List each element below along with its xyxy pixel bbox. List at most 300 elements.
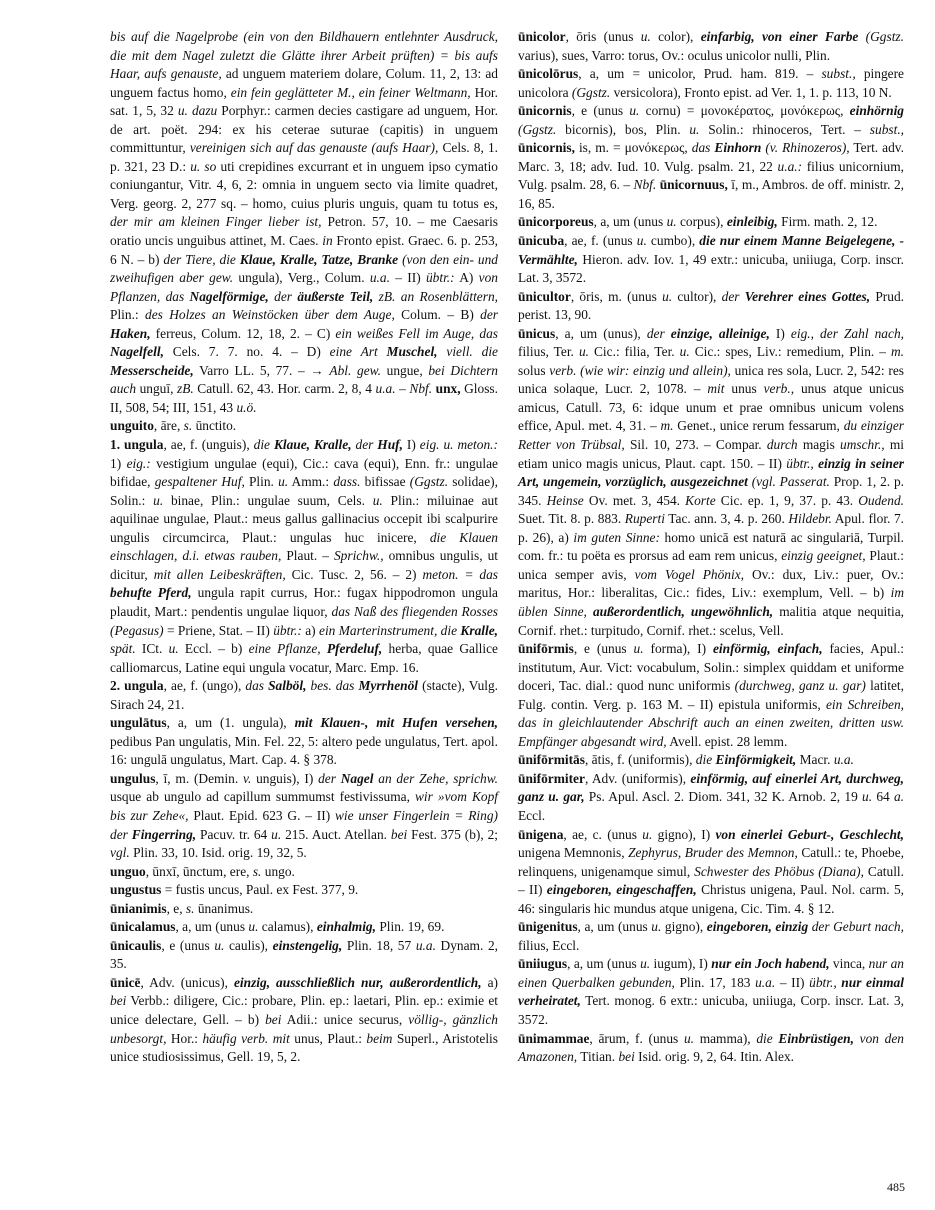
entry-text: Plaut. – (281, 548, 334, 564)
entry-text: uti crepidines excurrant et in unguem ipso cymatio coniungantur, Vitr. 4, 6, 2: omnia in unguem secto via limite quadret, Verg. georg. 2, 277 sq. – homo, cuius pluris unguis, quam tu totus es, (110, 158, 498, 211)
entry-gloss: übtr., (809, 974, 837, 990)
entry-text: , ī, m. (Demin. (155, 770, 243, 786)
entry-headword-or-gloss: ungustus (110, 882, 162, 898)
entry-text-bold-italic: nur ein Joch habend, (711, 956, 830, 972)
entry-text-bold-italic: Fingerring, (131, 826, 197, 842)
entry-text: Dynam. 2, 35. (110, 937, 498, 972)
entry-text: Eccl. (518, 807, 546, 823)
entry-gloss: die (253, 437, 274, 453)
entry-gloss: ein fein geglätteter M., ein feiner Weltmann, (230, 84, 471, 100)
entry-gloss: a. (893, 789, 905, 805)
entry-text: mi etiam unico magis unicus, Plaut. capt. 150. – II) (518, 437, 904, 471)
entry-text: homo unicā est naturā ac singulariā, Turpil. com. fr.: tu poëta es prorsus ad eam rem unicus, (518, 529, 905, 564)
dictionary-entry (518, 918, 904, 955)
entry-headword-or-gloss: ūnigenitus (518, 919, 578, 935)
entry-gloss: an der Zehe, sprichw. (373, 770, 498, 786)
entry-text: ungue, (380, 362, 429, 378)
entry-gloss: subst., (869, 121, 905, 137)
entry-gloss: der (268, 288, 298, 304)
entry-text-bold-italic: einförmig, auf einerlei Art, durchweg, ganz u. gar, (518, 770, 904, 805)
entry-gloss: ein Schreiben, das in gleichlautender Abschrift auch an einen zweiten, dritten usw. Empfänger abgesandt wird, (518, 696, 904, 749)
dictionary-entry (110, 918, 498, 937)
entry-gloss: der (646, 325, 671, 341)
entry-text-bold-italic: Nagelfell, (110, 344, 164, 360)
entry-text: , e (unus (573, 641, 634, 657)
entry-text: , a, um (unus (175, 919, 249, 935)
entry-gloss: (Ggstz. (518, 121, 557, 137)
entry-gloss: bei (110, 993, 127, 1009)
entry-headword-or-gloss (778, 1031, 854, 1046)
entry-text: , ātis, f. (uniformis), (584, 752, 696, 768)
entry-headword-or-gloss (234, 975, 482, 990)
entry-headword-or-gloss: ūnicē (110, 974, 141, 990)
entry-text: filius unicornium, Vulg. psalm. 28, 6. – (518, 158, 904, 193)
entry-headword-or-gloss (711, 956, 829, 971)
entry-text-bold-italic: behufte Pferd, (110, 585, 192, 601)
entry-headword-or-gloss: unguito (110, 418, 154, 434)
entry-headword-or-gloss: ungulātus (110, 715, 167, 731)
entry-gloss: bei Dichtern auch (110, 362, 498, 397)
entry-gloss: zB. (176, 381, 194, 397)
entry-gloss: Zephyrus, Bruder des Memnon, (628, 845, 798, 861)
entry-headword-or-gloss (317, 919, 376, 934)
entry-headword-or-gloss: ūnicus (518, 325, 556, 341)
entry-text-bold-italic: eingeboren, eingeschaffen, (546, 882, 697, 898)
entry-gloss: des Holzes an Weinstöcken über dem Auge, (145, 307, 395, 323)
entry-gloss: u. (642, 826, 653, 842)
entry-gloss: das Naß des fliegenden Rosses (Pegasus) (110, 603, 499, 638)
entry-text: Cic. ep. 1, 9, 37. p. 43. (715, 492, 859, 508)
entry-text: ad unguem materiem dolare, Colum. 11, 2, 13: ad unguem factus homo, (110, 66, 498, 100)
entry-gloss: u.ö. (236, 399, 257, 415)
entry-text: mamma), (694, 1030, 757, 1046)
entry-text: Hor.: (166, 1030, 203, 1046)
entry-text: forma), I) (643, 641, 713, 657)
entry-text: , ārum, f. (unus (589, 1030, 684, 1046)
dictionary-entry (518, 213, 904, 232)
entry-headword-or-gloss: ūnicornuus, (656, 177, 728, 193)
entry-gloss: Abl. gew. (329, 362, 381, 378)
entry-gloss: u. dazu (177, 103, 218, 119)
entry-gloss: u. (651, 919, 662, 935)
entry-text: , a, um (unus (593, 214, 667, 230)
entry-text: unus (724, 381, 764, 397)
entry-text: herba, quae Gallice calliomarcus, Latine equi ungula vocatur, Marc. Emp. 16. (110, 641, 499, 675)
entry-gloss: die Klauen einschlagen, d.i. etwas rauben, (110, 529, 498, 564)
entry-text: Cic.: filia, Ter. (588, 344, 680, 360)
entry-text: cornu) = μονοκέρατος, μονόκερως, (639, 103, 850, 119)
entry-headword-or-gloss: ūnigena (518, 826, 564, 842)
entry-text: Cels. 8, 1. p. 321, 23 D.: (110, 140, 498, 174)
entry-gloss: u. (153, 492, 164, 508)
dictionary-entry (518, 1030, 904, 1067)
entry-text: Apul. flor. 7. p. 26), a) (518, 511, 904, 545)
entry-text-bold-italic: Messerscheide, (110, 362, 194, 378)
entry-text: Ov. met. 3, 454. (583, 492, 686, 508)
entry-gloss: u. so (190, 158, 217, 174)
entry-gloss: u. (679, 344, 690, 360)
entry-text: Tert. monog. 6 extr.: unicuba, uniiuga, Corp. inscr. Lat. 3, 3572. (518, 993, 904, 1027)
entry-headword-or-gloss (715, 827, 904, 842)
entry-headword-or-gloss (110, 326, 151, 341)
entry-gloss: die (695, 752, 716, 768)
entry-text: bicornis), bos, Plin. (556, 121, 690, 137)
entry-text: Plin. (244, 474, 279, 490)
entry-headword-or-gloss: ungulus (110, 770, 156, 786)
entry-text: iugum), I) (650, 956, 712, 972)
entry-gloss: u. (636, 233, 647, 249)
entry-gloss: das (245, 678, 269, 694)
entry-gloss: spät. (110, 641, 136, 657)
entry-text: Plin.: (110, 307, 146, 323)
entry-gloss: u. (629, 103, 640, 119)
entry-text-bold-italic: die nur einem Manne Beigelegene, -Vermählte, (518, 233, 904, 267)
entry-text: a) (301, 622, 319, 638)
entry-gloss: umschr., (840, 437, 885, 453)
dictionary-entry (110, 937, 498, 974)
entry-text: Plin. 19, 69. (375, 919, 445, 935)
dictionary-entry (518, 28, 904, 65)
entry-text: Eccl. – b) (178, 641, 249, 657)
entry-gloss: m. (660, 418, 674, 434)
entry-headword-or-gloss: ūnifōrmis (518, 641, 574, 657)
entry-text: Solin.: rhinoceros, Tert. – (699, 121, 870, 137)
entry-headword-or-gloss: ūniiugus (518, 956, 568, 972)
entry-gloss: u. (640, 956, 651, 972)
entry-text: calamus), (258, 919, 317, 935)
entry-text: unguis), I) (251, 770, 319, 786)
entry-text: Pacuv. tr. 64 (196, 826, 272, 842)
entry-headword-or-gloss: ūnicornis, (518, 140, 575, 156)
entry-headword-or-gloss: ūnicaulis (110, 937, 162, 953)
entry-text: vestigium ungulae (equi), Cic.: cava (equi), Enn. fr.: ungulae bifidae, (110, 455, 498, 490)
entry-headword-or-gloss (190, 289, 269, 304)
dictionary-entry (518, 65, 904, 102)
entry-headword-or-gloss (713, 641, 823, 656)
entry-text: 1) (110, 455, 127, 471)
entry-headword-or-gloss: unx, (432, 381, 461, 397)
entry-text: malitia atque nequitia, Cornif. rhet.: turpitudo, Cornif. rhet.: scelus, Vell. (518, 603, 904, 638)
entry-text: , a, um (unus), (555, 325, 647, 341)
entry-gloss: vom Vogel Phönix, (634, 566, 744, 582)
entry-text: gigno), I) (652, 826, 716, 842)
entry-text-bold-italic: Myrrhenöl (358, 678, 419, 694)
entry-text-bold-italic: mit Klauen-, mit Hufen versehen, (294, 715, 498, 731)
entry-text: , ae, f. (unus (564, 233, 637, 249)
entry-gloss: m. (890, 344, 904, 360)
entry-text: – II) (389, 270, 426, 286)
entry-text: ungo. (261, 863, 295, 879)
dictionary-entry (110, 863, 498, 882)
entry-text: Sil. 10, 273. – Compar. (624, 437, 767, 453)
entry-headword-or-gloss (701, 29, 859, 44)
entry-gloss: beim (366, 1030, 393, 1046)
entry-text-bold-italic: einfarbig, von einer Farbe (700, 29, 859, 44)
entry-headword-or-gloss: ūnicornis (518, 103, 572, 119)
entry-gloss: verb. (wie wir: einzig und allein), (549, 362, 731, 378)
entry-gloss: nur an einen Querbalken gebunden, (518, 956, 904, 990)
entry-gloss: völlig-, gänzlich unbesorgt, (110, 1011, 498, 1046)
left-column (110, 28, 498, 1067)
dictionary-entry (110, 974, 498, 1067)
entry-text: binae, Plin.: ungulae suum, Cels. (163, 492, 373, 508)
entry-text: Tert. adv. Marc. 3, 18; adv. Iud. 10. Vulg. psalm. 21, 22 (518, 140, 904, 174)
entry-headword-or-gloss (268, 678, 306, 693)
entry-text: Cic. Tusc. 2, 56. – 2) (285, 566, 423, 582)
entry-gloss: u. (271, 826, 282, 842)
entry-gloss: u. (248, 919, 259, 935)
entry-gloss: (Ggstz. (571, 84, 611, 100)
entry-gloss: viell. die (437, 344, 498, 360)
entry-headword-or-gloss: ūnicuba (518, 233, 565, 249)
entry-gloss: (durchweg, ganz u. gar) (734, 678, 866, 694)
entry-text: Suet. Tit. 8. p. 883. (518, 511, 625, 527)
entry-headword-or-gloss (110, 363, 194, 378)
entry-gloss: vereinigen sich auf das genauste (aufs Haar), (189, 140, 439, 156)
entry-text-bold-italic: äußerste Teil, (297, 288, 374, 304)
entry-gloss: zB. an Rosenblättern, (373, 288, 498, 304)
entry-headword-or-gloss (671, 326, 770, 341)
entry-headword-or-gloss (377, 437, 403, 452)
entry-text: Plin. 18, 57 (342, 937, 416, 953)
entry-gloss: u. (662, 288, 673, 304)
entry-text: pedibus Pan ungulatis, Min. Fel. 22, 5: altero pede ungulatus, Tert. apol. 16: ungulā ungulatus, Mart. Cap. 4. § 378. (110, 733, 498, 768)
entry-text: , e, (166, 900, 186, 916)
entry-headword-or-gloss: ūnianimis (110, 900, 167, 916)
entry-headword-or-gloss (716, 752, 797, 767)
entry-headword-or-gloss (341, 771, 374, 786)
dictionary-entry (518, 102, 904, 213)
entry-text: , ōris, m. (unus (570, 288, 663, 304)
entry-text-bold-italic: von einerlei Geburt-, Geschlecht, (715, 826, 904, 842)
entry-text: – (395, 381, 410, 397)
entry-text: , a, um (1. ungula), (166, 715, 295, 731)
entry-headword-or-gloss (714, 140, 761, 155)
entry-text: is, m. = μονόκερως, (574, 140, 692, 156)
entry-gloss: Oudend. (858, 492, 904, 508)
dictionary-entry (110, 677, 498, 714)
entry-gloss: subst., (821, 66, 856, 82)
entry-text: Genet., unice rerum fessarum, (673, 418, 844, 434)
entry-text: magis (797, 437, 841, 453)
entry-gloss: Nbf. (409, 381, 433, 397)
entry-text: 64 (872, 789, 894, 805)
entry-headword-or-gloss (240, 252, 398, 267)
entry-text: filius, Ter. (518, 344, 579, 360)
entry-text: Petron. 57, 10. – me Caesaris oratio uncis unguibus attinet, M. Caes. (110, 214, 498, 249)
entry-gloss: u.a.: (777, 158, 803, 174)
entry-text: a) (481, 974, 498, 990)
entry-text: Ps. Apul. Ascl. 2. Diom. 341, 32 K. Arnob. 2, 19 (584, 789, 863, 805)
entry-text-bold-italic: Pferdeluf, (326, 641, 383, 657)
entry-gloss: wie unser Fingerlein = Ring) der (110, 807, 498, 842)
entry-text: latitet, Fulg. contin. Verg. p. 163 M. – II) epistula uniformis, (518, 678, 904, 712)
entry-gloss: u.a. (755, 974, 776, 990)
entry-text: ICt. (135, 641, 169, 657)
entry-text: , e (unus (161, 937, 215, 953)
entry-text-bold-italic: einleibig, (726, 214, 778, 230)
entry-text-bold-italic: Kralle, (460, 622, 498, 638)
entry-gloss: eine Pflanze, (248, 641, 327, 657)
entry-headword-or-gloss (387, 344, 438, 359)
entry-text: gigno), (661, 919, 707, 935)
entry-headword-or-gloss: ūnimammae (518, 1030, 590, 1046)
entry-text-bold-italic: einzige, alleinige, (670, 325, 770, 341)
entry-gloss: u. (168, 641, 179, 657)
entry-text: solus (518, 362, 550, 378)
entry-gloss: (Ggstz. (409, 474, 449, 490)
entry-gloss: u. (633, 641, 644, 657)
entry-headword-or-gloss (727, 214, 778, 229)
entry-gloss: der (318, 770, 341, 786)
dictionary-entry (110, 900, 498, 919)
entry-headword-or-gloss: ūnicolōrus (518, 66, 579, 82)
entry-text: ūnanimus. (194, 900, 254, 916)
entry-text: pingere unicolora (518, 66, 904, 100)
entry-text: Ov.: dux, Liv.: puer, Ov.: maritus, Hor.: liberalitas, Cic.: fides, Liv.: exemplum, Vell. – b) (518, 566, 904, 601)
entry-text-bold-italic: Klaue, Kralle, Tatze, Branke (239, 251, 399, 267)
entry-headword-or-gloss (274, 437, 352, 452)
entry-gloss: eig., der Zahl nach, (790, 325, 904, 341)
entry-gloss: ein weißes Fell im Auge, das (335, 325, 498, 341)
dictionary-entry (110, 436, 498, 677)
entry-headword-or-gloss (745, 289, 870, 304)
entry-headword-or-gloss: ūnicultor (518, 288, 571, 304)
entry-text-bold-italic: Einförmigkeit, (715, 752, 797, 768)
entry-gloss: bes. das (306, 678, 359, 694)
entry-text: caulis), (224, 937, 273, 953)
entry-headword-or-gloss: ūnifōrmitās (518, 752, 585, 768)
entry-text-bold-italic: Haken, (110, 325, 151, 341)
entry-text: facies, Apul.: institutum, Aur. Vict: vocabulum, Solin.: simplex quiddam et uniforme doceri, Tac. dial.: quod nunc uniformis (518, 641, 905, 694)
entry-headword-or-gloss (460, 623, 498, 638)
entry-gloss: mit (707, 381, 725, 397)
entry-headword-or-gloss (110, 585, 192, 600)
entry-text: = fustis uncus, Paul. ex Fest. 377, 9. (161, 882, 359, 898)
dictionary-entry (110, 714, 498, 770)
entry-headword-or-gloss: ūnifōrmiter (518, 770, 585, 786)
entry-gloss: übtr.: (273, 622, 302, 638)
entry-text: Porphyr.: carmen decies castigare ad unguem, Hor. de art. poët. 294: ex his ceterae suturae (capitis) in unguem committuntur, (110, 103, 498, 156)
entry-text: Superl., Aristotelis unice studiosissimus, Gell. 19, 5, 2. (110, 1030, 498, 1065)
entry-gloss: gespaltener Huf, (154, 474, 245, 490)
entry-gloss: du einziger Retter von Trübsal, (518, 418, 904, 453)
entry-gloss: bis auf die Nagelprobe (ein von den Bildhauern entlehnter Ausdruck, die mit dem Nagel zuletzt die Glätte ihrer Arbeit prüften) = bis aufs Haar, aufs genauste, (110, 29, 498, 82)
entry-text: Cic.: spes, Liv.: remedium, Plin. – (689, 344, 891, 360)
entry-text: unica res sola, Lucr. 2, 542: res unica solaque, Lucr. 2, 1078. – (518, 362, 904, 397)
entry-text: unus atque unicus amicus, Catull. 73, 6: idque unum et prae omnibus unicum volens effice, Apul. met. 4, 31. – (518, 381, 904, 434)
dictionary-entry (110, 28, 498, 417)
dictionary-entry (518, 955, 904, 1029)
entry-text: Plin. 33, 10. Isid. orig. 19, 32, 5. (129, 845, 307, 861)
entry-gloss: u. (689, 121, 700, 137)
entry-gloss: Hildebr. (788, 511, 832, 527)
entry-headword-or-gloss (295, 715, 498, 730)
entry-text: , a, um (unus (567, 956, 641, 972)
entry-gloss: u. (578, 344, 589, 360)
entry-text: , ae, f. (unguis), (163, 437, 254, 453)
entry-gloss: bei (265, 1011, 282, 1027)
entry-text: ungula), Verg., Colum. (233, 270, 370, 286)
entry-text: cultor), (672, 288, 722, 304)
entry-text: Gloss. II, 508, 54; III, 151, 43 (110, 381, 498, 415)
entry-gloss: bei (618, 1049, 635, 1065)
entry-text: unguī, (136, 381, 177, 397)
entry-headword-or-gloss: ūnicolor (518, 29, 566, 44)
entry-text: ī, m., Ambros. de off. ministr. 2, 16, 85. (518, 177, 904, 211)
entry-text: cumbo), (646, 233, 700, 249)
entry-gloss: u.a. (375, 381, 396, 397)
entry-text: Avell. epist. 28 lemm. (666, 733, 788, 749)
entry-text: solidae), Solin.: (110, 474, 498, 508)
entry-headword-or-gloss (297, 289, 373, 304)
entry-text: usque ab ungulo ad capillum summumst festivissuma, (110, 789, 415, 805)
entry-text: , Adv. (unicus), (140, 974, 234, 990)
entry-gloss: übtr.: (425, 270, 455, 286)
entry-gloss: eig. u. meton.: (419, 437, 498, 453)
entry-headword-or-gloss (707, 919, 808, 934)
entry-text: Colum. – B) (394, 307, 481, 323)
entry-gloss: im üblen Sinne, (518, 585, 904, 619)
entry-text: ferreus, Colum. 12, 18, 2. – C) (150, 325, 336, 341)
entry-text: varius), sues, Varro: torus, Ov.: oculus unicolor nulli, Plin. (518, 47, 831, 63)
entry-text: , ūnxī, ūnctum, ere, (145, 863, 253, 879)
entry-gloss: s. (183, 418, 193, 434)
entry-text: , a, um (unus (577, 919, 652, 935)
dictionary-entry (518, 232, 904, 288)
dictionary-entry (518, 288, 904, 325)
entry-text: , ae, f. (ungo), (163, 678, 246, 694)
entry-gloss: u. (640, 29, 651, 44)
right-column (518, 28, 904, 1067)
entry-text-bold-italic: einförmig, einfach, (712, 641, 823, 657)
entry-text-bold-italic: Muschel, (386, 344, 438, 360)
entry-gloss: der (480, 307, 498, 323)
entry-headword-or-gloss (850, 103, 904, 118)
entry-text: = Priene, Stat. – II) (163, 622, 274, 638)
entry-gloss: s. (185, 900, 195, 916)
entry-gloss: u. (666, 214, 677, 230)
entry-text: Hor. sat. 1, 5, 32 (110, 84, 499, 119)
entry-gloss: das (691, 140, 715, 156)
entry-gloss: dass. (333, 474, 361, 490)
entry-gloss: u.a. (369, 270, 390, 286)
entry-headword-or-gloss: ūnicorporeus (518, 214, 594, 230)
entry-text: Christus unigena, Paul. Nol. carm. 5, 46: singularis hic mundus atque unigena, Cic. Tim. 4. § 12. (518, 882, 904, 916)
entry-gloss: (von den ein- und zweihufigen aber gew. (110, 251, 498, 286)
entry-text: Catull.: te, Phoebe, relinquens, unigenamque simul, (518, 845, 904, 879)
entry-gloss: übtr., (786, 455, 814, 471)
entry-gloss: (Ggstz. (858, 29, 904, 44)
entry-text-bold-italic: nur einmal verheiratet, (518, 974, 904, 1009)
entry-text: A) (454, 270, 479, 286)
entry-gloss: Sprichw., (333, 548, 384, 564)
dictionary-entry (518, 826, 904, 919)
entry-text: Plaut. Epid. 623 G. – II) (188, 807, 335, 823)
entry-text: Plin.: miluinae aut aquilinae ungulae, Plaut.: meus gallus gallinacius occepit ibi scalpurire ungulis circumcirca, Plaut.: ungulas huc inicere, (110, 492, 498, 545)
entry-text-bold-italic: außerordentlich, ungewöhnlich, (592, 603, 774, 619)
entry-text: Adii.: unice securus, (281, 1011, 409, 1027)
entry-text-bold-italic: Huf, (377, 437, 403, 453)
entry-text-bold-italic: einstengelig, (272, 937, 343, 953)
entry-text: vinca, (829, 956, 869, 972)
entry-text: Tac. ann. 3, 4. p. 260. (664, 511, 789, 527)
entry-gloss: (vgl. Passerat. (747, 474, 830, 490)
entry-text: I) (769, 325, 791, 341)
entry-text: , a, um = unicolor, Prud. ham. 819. – (578, 66, 822, 82)
entry-text: omnibus ungulis, ut dicitur, (110, 548, 498, 582)
dictionary-entry (518, 770, 904, 826)
